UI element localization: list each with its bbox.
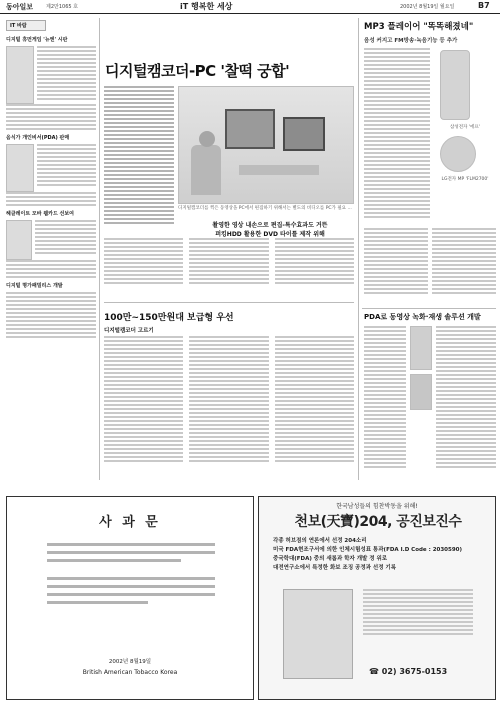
apology-date: 2002년 8월19일 [108,659,152,665]
main-subhead-2: 퍼킹HDD 활용한 DVD 타이틀 제작 위해 [215,231,325,238]
book-ad-phone: ☎ 02) 3675-0153 [369,667,448,676]
monitor-screen [225,109,275,149]
person-head [199,131,215,147]
page-number: B7 [478,1,490,10]
paper-name: 동아일보 [6,3,34,11]
book-ad-line: 각종 허브점의 연론에서 선정 204소리 [273,538,367,544]
pda-photo [410,374,432,410]
main-headline: 디지털캠코더-PC '찰떡 궁합' [105,62,290,80]
section-title: iT 행복한 세상 [180,2,233,11]
book-ad-line: 중국학대(FDA) 중의 새롭과 학자 개발 정 위로 [273,556,388,562]
keyboard [239,165,319,175]
book-ad-fineprint [363,589,473,649]
main-body-text [104,238,354,298]
secondary-body-text [104,336,354,476]
mp3-player-photo [440,136,476,172]
webcard-photo [6,220,32,260]
product-box [283,589,353,679]
apology-signer: British American Tobacco Korea [82,669,178,676]
left-item-title: 헤클레이트 모바 웹카드 선보여 [6,211,75,217]
book-ad-line: 미국 FDA현조구서에 의한 인체시험성표 통과(FDA I.D Code : 2030590) [273,547,462,553]
right-body-text [364,48,430,224]
apology-ad [6,496,254,700]
apology-title: 사 과 문 [99,515,161,530]
mp3-caption-1: 삼성전자 '에프' [450,125,480,130]
pda-photo [6,144,34,192]
secondary-label: 디지털캠코더 고르기 [104,328,154,334]
book-ad-illustration [273,579,485,687]
book-ad-top-line: 한국남성들의 힘찬박동을 위해! [336,503,418,510]
main-photo [178,86,354,204]
main-photo-caption: 디지털캠코더를 찍은 동영상을 PC에서 편집하기 위해서는 별도의 비디오를 PC가 필요 ... [178,206,352,211]
main-intro-text [104,86,174,236]
story-divider [104,302,354,303]
section-label: IT 바람 [6,20,46,31]
left-column [6,20,96,480]
pda-body-text [436,326,496,476]
book-ad-lines [273,537,485,573]
mp3-caption-2: LG전자 MP 'FLM2700' [441,177,489,182]
mp3-player-photo [440,50,470,120]
right-body-text-lower [364,228,496,304]
game-device-photo [6,46,34,104]
book-ad [258,496,496,700]
column-divider [358,18,359,480]
book-ad-title: 천보(天寶)204, 공진보진수 [294,514,462,530]
right-headline: MP3 플레이어 "똑똑해졌네" [364,22,474,32]
column-divider [99,18,100,480]
story-divider [362,308,496,309]
pda-body-text [364,326,406,476]
pda-photo [410,326,432,370]
pda-headline: PDA로 동영상 녹화·재생 솔루션 개발 [364,313,481,321]
apology-body [47,543,215,609]
left-item-title: 음식가 개인비서(PDA) 판매 [6,135,70,141]
masthead [0,0,500,14]
main-subhead-1: 촬영한 영상 내손으로 편집-특수효과도 거뜬 [212,222,328,229]
issue-number: 제2만1065 호 [46,4,78,10]
book-ad-line: 대전연구소에서 특정한 화보 조징 공정과 선정 기록 [273,565,397,571]
issue-date: 2002년 8월19일 월요일 [400,4,455,10]
monitor-screen [283,117,325,151]
left-item-title: 디지털 휴먼게임 '뉴엔' 시판 [6,37,68,43]
right-subhead: 음성 커지고 FM방송·녹음기능 등 추가 [364,38,458,44]
secondary-headline: 100만~150만원대 보급형 우선 [104,313,234,323]
person-silhouette [191,145,221,195]
left-item-title: 디지털 명가패밀리스 개발 [6,283,63,289]
